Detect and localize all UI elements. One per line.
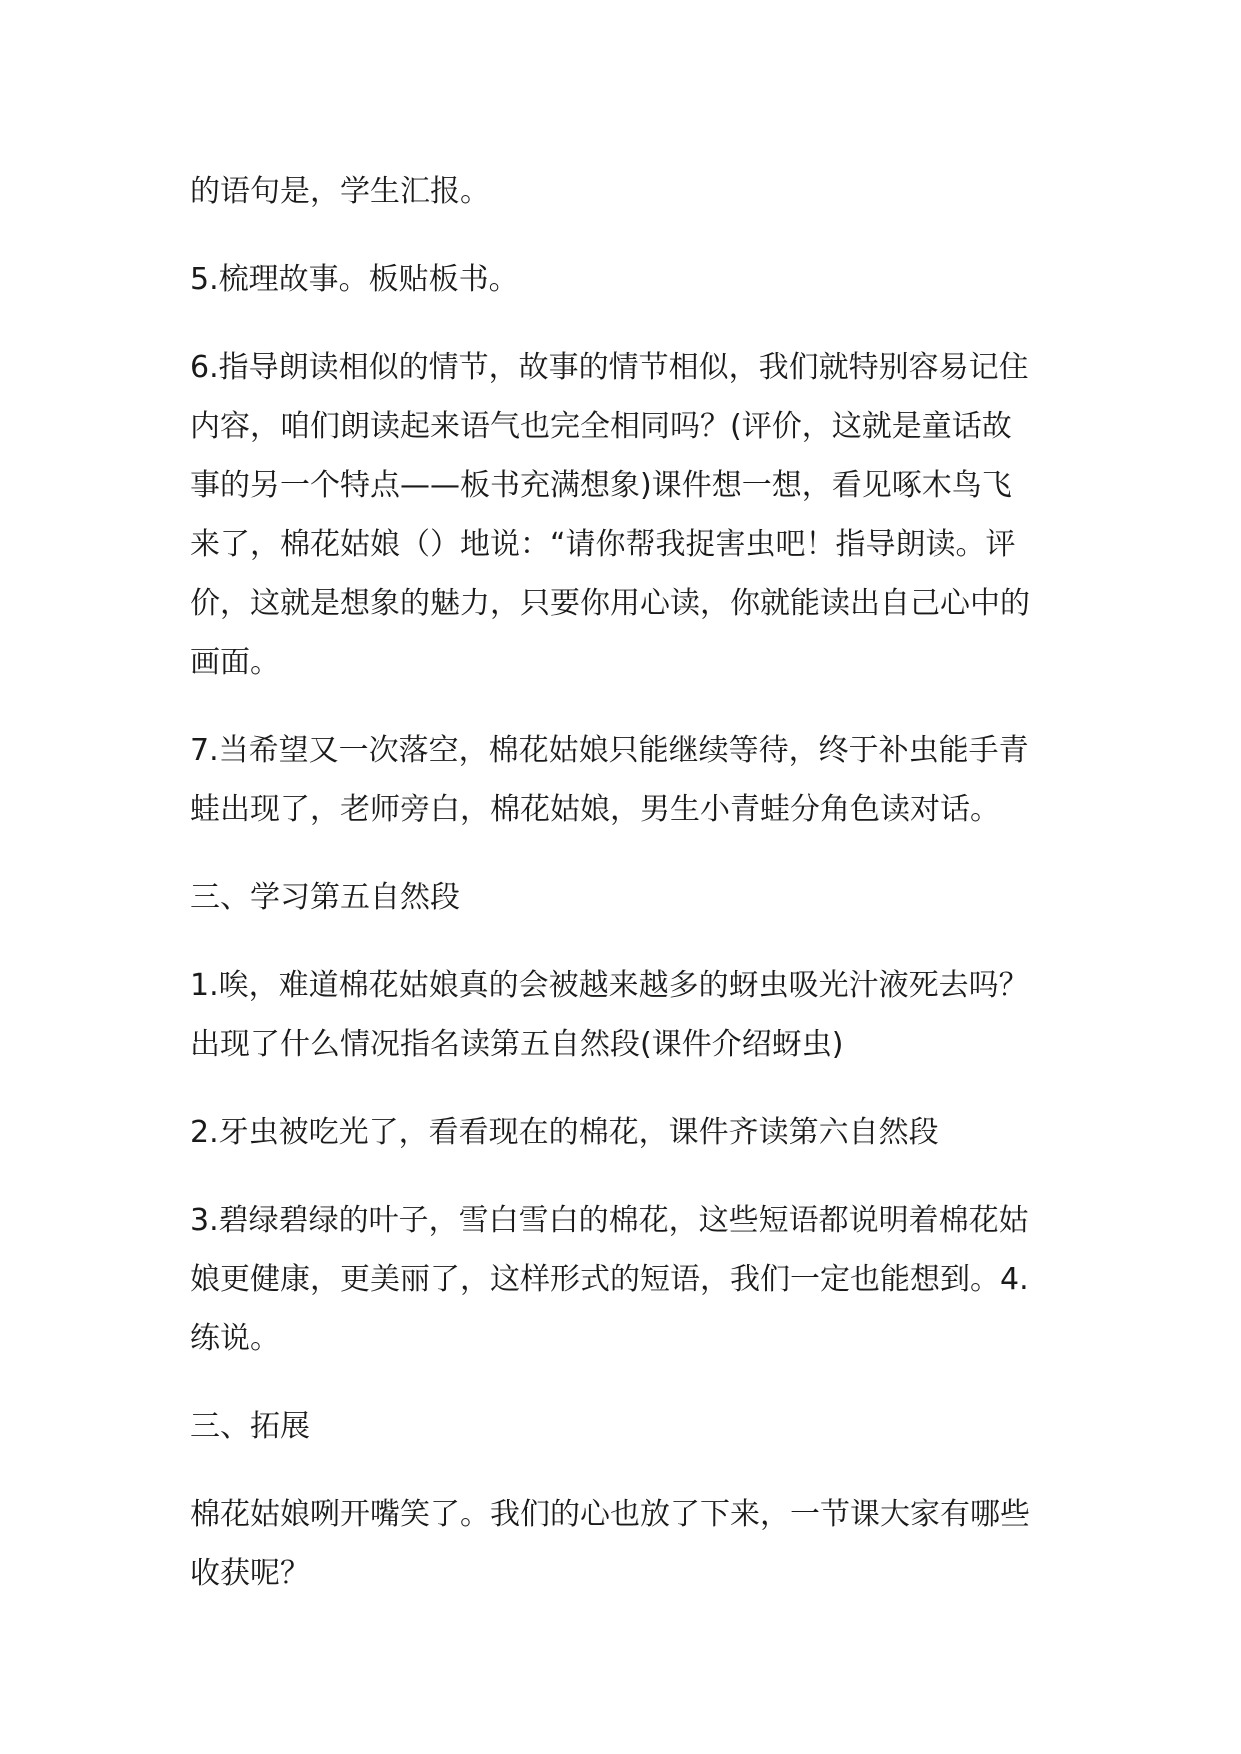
text-line: 娘更健康，更美丽了，这样形式的短语，我们一定也能想到。4. [190, 1262, 1029, 1297]
document-body [190, 162, 1080, 1632]
section-heading-extension [190, 1397, 1080, 1456]
text-line: 收获呢？ [190, 1556, 310, 1591]
text-line: 5.梳理故事。板贴板书。 [190, 262, 519, 297]
text-line: 2.牙虫被吃光了，看看现在的棉花，课件齐读第六自然段 [190, 1115, 939, 1150]
paragraph-item-2 [190, 1103, 1080, 1162]
paragraph-step-6 [190, 338, 1080, 692]
text-line: 1.唉，难道棉花姑娘真的会被越来越多的蚜虫吸光汁液死去吗？ [190, 968, 1029, 1003]
paragraph-item-1 [190, 956, 1080, 1074]
text-line: 的语句是，学生汇报。 [190, 174, 490, 209]
paragraph-step-5 [190, 250, 1080, 309]
text-line: 画面。 [190, 645, 280, 680]
text-line: 来了，棉花姑娘（）地说：“请你帮我捉害虫吧！指导朗读。评 [190, 527, 1016, 562]
text-line: 三、学习第五自然段 [190, 880, 460, 915]
section-heading-paragraph-5 [190, 868, 1080, 927]
paragraph-report [190, 162, 1080, 221]
text-line: 练说。 [190, 1321, 280, 1356]
paragraph-closing [190, 1485, 1080, 1603]
text-line: 三、拓展 [190, 1409, 310, 1444]
text-line: 内容，咱们朗读起来语气也完全相同吗？(评价，这就是童话故 [190, 409, 1012, 444]
text-line: 出现了什么情况指名读第五自然段(课件介绍蚜虫) [190, 1027, 844, 1062]
text-line: 3.碧绿碧绿的叶子，雪白雪白的棉花，这些短语都说明着棉花姑 [190, 1203, 1029, 1238]
text-line: 蛙出现了，老师旁白，棉花姑娘，男生小青蛙分角色读对话。 [190, 792, 1000, 827]
text-line: 棉花姑娘咧开嘴笑了。我们的心也放了下来，一节课大家有哪些 [190, 1497, 1030, 1532]
text-line: 6.指导朗读相似的情节，故事的情节相似，我们就特别容易记住 [190, 350, 1029, 385]
text-line: 价，这就是想象的魅力，只要你用心读，你就能读出自己心中的 [190, 586, 1030, 621]
paragraph-step-7 [190, 721, 1080, 839]
text-line: 事的另一个特点——板书充满想象)课件想一想，看见啄木鸟飞 [190, 468, 1012, 503]
paragraph-item-3 [190, 1191, 1080, 1368]
text-line: 7.当希望又一次落空，棉花姑娘只能继续等待，终于补虫能手青 [190, 733, 1029, 768]
